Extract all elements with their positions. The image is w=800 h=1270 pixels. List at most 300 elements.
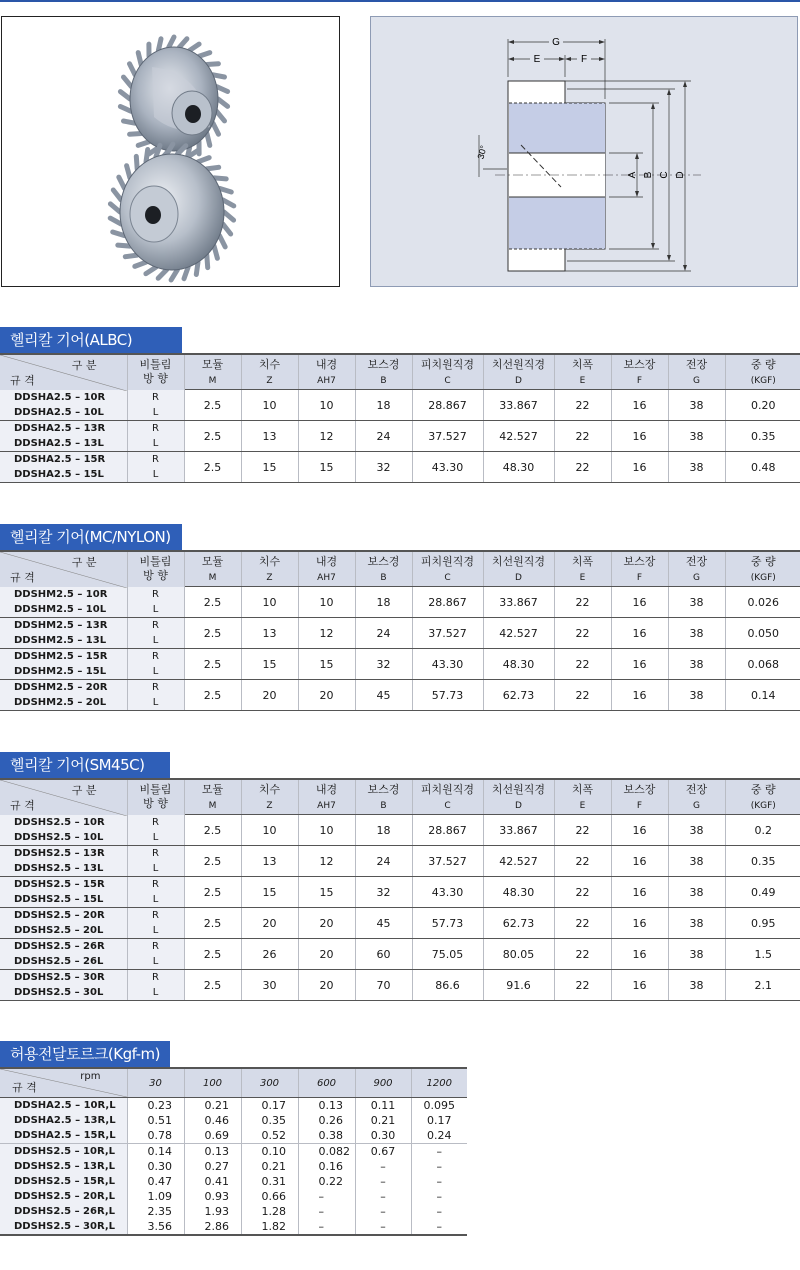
dir-r: R — [152, 423, 159, 434]
torque-value: 0.21 — [204, 1099, 229, 1112]
value-cell: 28.867 — [412, 390, 483, 421]
value-cell: 38 — [668, 680, 725, 711]
model-l: DDSHS2.5 – 13L — [14, 863, 104, 874]
value-cell: 22 — [554, 618, 611, 649]
column-header: 중 량 — [725, 551, 800, 569]
value-cell: 48.30 — [483, 877, 554, 908]
column-header: 중 량 — [725, 779, 800, 797]
value-cell: 24 — [355, 846, 412, 877]
value-cell: 20 — [298, 908, 355, 939]
model-r: DDSHS2.5 – 20R — [14, 910, 105, 921]
value-cell: 2.5 — [184, 970, 241, 1001]
column-code: AH7 — [298, 797, 355, 815]
value-cell: 37.527 — [412, 618, 483, 649]
column-header: 치수 — [241, 551, 298, 569]
torque-value: 0.66 — [261, 1190, 286, 1203]
value-cell: 24 — [355, 421, 412, 452]
dir-r: R — [152, 848, 159, 859]
value-cell: 22 — [554, 680, 611, 711]
model-r: DDSHM2.5 – 20R — [14, 682, 108, 693]
torque-value: – — [436, 1175, 442, 1188]
dimension-diagram — [370, 16, 798, 287]
value-cell: 22 — [554, 421, 611, 452]
dir-l: L — [152, 956, 159, 967]
value-cell: 18 — [355, 815, 412, 846]
dim-label-g: G — [552, 37, 560, 48]
section-title: 헬리칼 기어(SM45C) — [0, 752, 170, 778]
dir-r: R — [152, 941, 159, 952]
torque-value: 0.095 — [423, 1099, 455, 1112]
value-cell: 10 — [241, 587, 298, 618]
column-code: G — [668, 569, 725, 587]
gubun-label: 구 분 — [71, 359, 97, 372]
torque-value: 0.30 — [147, 1160, 172, 1173]
torque-value: 0.51 — [147, 1114, 172, 1127]
torque-values-cell — [298, 1098, 355, 1144]
direction-cell — [127, 452, 184, 483]
column-header: 치선원직경 — [483, 354, 554, 372]
value-cell: 18 — [355, 390, 412, 421]
model-l: DDSHM2.5 – 15L — [14, 666, 107, 677]
value-cell: 15 — [298, 649, 355, 680]
spec-table — [0, 778, 800, 1001]
torque-value: 0.16 — [318, 1160, 343, 1173]
column-code: (KGF) — [725, 797, 800, 815]
value-cell: 2.5 — [184, 618, 241, 649]
value-cell: 18 — [355, 587, 412, 618]
column-header: 보스경 — [355, 354, 412, 372]
table-row — [0, 877, 800, 908]
torque-model: DDSHA2.5 – 10R,L — [14, 1100, 116, 1111]
torque-value: 2.35 — [147, 1205, 172, 1218]
value-cell: 38 — [668, 970, 725, 1001]
torque-values-cell — [184, 1144, 241, 1236]
table-row — [0, 452, 800, 483]
value-cell: 16 — [611, 970, 668, 1001]
helix-angle-label: 30° — [475, 144, 489, 161]
value-cell: 45 — [355, 680, 412, 711]
value-cell: 37.527 — [412, 846, 483, 877]
dim-label-a: A — [627, 171, 638, 179]
rpm-header: 600 — [298, 1068, 355, 1098]
gear-section-drawing — [371, 17, 797, 286]
direction-header — [127, 551, 184, 587]
value-cell: 20 — [298, 970, 355, 1001]
torque-model: DDSHS2.5 – 30R,L — [14, 1221, 116, 1232]
column-header: 전장 — [668, 779, 725, 797]
torque-value: 0.35 — [261, 1114, 286, 1127]
column-code: B — [355, 372, 412, 390]
direction-label-2: 방 향 — [143, 372, 168, 386]
torque-value: 0.38 — [318, 1129, 343, 1142]
torque-value: 0.69 — [204, 1129, 229, 1142]
gyugyeok-label: 규 격 — [10, 570, 35, 584]
table-row — [0, 939, 800, 970]
column-header: 모듈 — [184, 551, 241, 569]
column-code: E — [554, 372, 611, 390]
torque-value: – — [380, 1175, 386, 1188]
torque-values-cell — [127, 1144, 184, 1236]
dim-label-d: D — [675, 171, 686, 179]
model-cell — [0, 970, 127, 1001]
header-row — [0, 779, 800, 797]
model-l: DDSHM2.5 – 20L — [14, 697, 107, 708]
model-cell — [0, 815, 127, 846]
column-code: F — [611, 372, 668, 390]
dir-r: R — [152, 620, 159, 631]
model-r: DDSHS2.5 – 13R — [14, 848, 105, 859]
torque-value: 0.27 — [204, 1160, 229, 1173]
direction-header — [127, 354, 184, 390]
torque-values-cell — [355, 1144, 411, 1236]
direction-cell — [127, 939, 184, 970]
direction-cell — [127, 815, 184, 846]
column-code: M — [184, 569, 241, 587]
dir-r: R — [152, 454, 159, 465]
column-code: Z — [241, 372, 298, 390]
value-cell: 38 — [668, 618, 725, 649]
direction-cell — [127, 649, 184, 680]
torque-models-cell — [0, 1144, 127, 1236]
table-row — [0, 618, 800, 649]
value-cell: 16 — [611, 680, 668, 711]
torque-models-cell — [0, 1098, 127, 1144]
dim-label-f: F — [580, 54, 588, 65]
torque-value: 0.46 — [204, 1114, 229, 1127]
table-row — [0, 649, 800, 680]
value-cell: 38 — [668, 815, 725, 846]
value-cell: 10 — [298, 390, 355, 421]
table-row — [0, 587, 800, 618]
value-cell: 10 — [298, 587, 355, 618]
value-cell: 38 — [668, 908, 725, 939]
torque-model: DDSHS2.5 – 26R,L — [14, 1206, 116, 1217]
dir-l: L — [152, 863, 159, 874]
column-code: C — [412, 372, 483, 390]
value-cell: 16 — [611, 618, 668, 649]
rpm-header: 1200 — [411, 1068, 467, 1098]
value-cell: 16 — [611, 815, 668, 846]
torque-value: – — [380, 1190, 386, 1203]
value-cell: 42.527 — [483, 846, 554, 877]
column-header: 모듈 — [184, 779, 241, 797]
torque-value: 0.30 — [370, 1129, 396, 1142]
dir-l: L — [152, 438, 159, 449]
model-r: DDSHM2.5 – 10R — [14, 588, 108, 600]
value-cell: 15 — [241, 877, 298, 908]
section-title: 헬리칼 기어(MC/NYLON) — [0, 524, 182, 550]
torque-value: – — [436, 1145, 442, 1158]
value-cell: 2.5 — [184, 846, 241, 877]
dir-r: R — [152, 391, 159, 403]
direction-cell — [127, 421, 184, 452]
direction-cell — [127, 390, 184, 421]
value-cell: 33.867 — [483, 815, 554, 846]
column-header: 보스장 — [611, 779, 668, 797]
direction-cell — [127, 680, 184, 711]
torque-value: 2.86 — [204, 1220, 229, 1233]
value-cell: 0.068 — [725, 649, 800, 680]
value-cell: 33.867 — [483, 587, 554, 618]
value-cell: 16 — [611, 421, 668, 452]
value-cell: 2.5 — [184, 587, 241, 618]
torque-model: DDSHS2.5 – 13R,L — [14, 1161, 116, 1172]
value-cell: 15 — [241, 649, 298, 680]
column-header: 전장 — [668, 354, 725, 372]
value-cell: 2.5 — [184, 421, 241, 452]
value-cell: 20 — [298, 939, 355, 970]
value-cell: 0.14 — [725, 680, 800, 711]
value-cell: 13 — [241, 846, 298, 877]
torque-value: 0.67 — [370, 1145, 396, 1158]
column-code: F — [611, 569, 668, 587]
column-code: E — [554, 569, 611, 587]
value-cell: 32 — [355, 877, 412, 908]
value-cell: 75.05 — [412, 939, 483, 970]
value-cell: 13 — [241, 618, 298, 649]
column-header: 보스장 — [611, 551, 668, 569]
model-r: DDSHM2.5 – 13R — [14, 620, 108, 631]
header-row — [0, 354, 800, 372]
value-cell: 2.5 — [184, 815, 241, 846]
torque-value: 1.82 — [261, 1220, 286, 1233]
model-cell — [0, 877, 127, 908]
value-cell: 16 — [611, 908, 668, 939]
value-cell: 22 — [554, 815, 611, 846]
corner-cell — [0, 551, 127, 587]
value-cell: 20 — [241, 908, 298, 939]
value-cell: 16 — [611, 939, 668, 970]
dir-l: L — [152, 603, 159, 615]
model-r: DDSHA2.5 – 13R — [14, 423, 106, 434]
torque-value: 0.24 — [427, 1129, 452, 1142]
value-cell: 2.5 — [184, 452, 241, 483]
value-cell: 16 — [611, 587, 668, 618]
torque-model: DDSHA2.5 – 15R,L — [14, 1130, 116, 1141]
table-row — [0, 390, 800, 421]
torque-values-cell — [241, 1098, 298, 1144]
model-cell — [0, 587, 127, 618]
value-cell: 0.35 — [725, 421, 800, 452]
column-header: 내경 — [298, 551, 355, 569]
torque-value: 0.93 — [204, 1190, 229, 1203]
value-cell: 15 — [241, 452, 298, 483]
value-cell: 37.527 — [412, 421, 483, 452]
column-header: 내경 — [298, 779, 355, 797]
value-cell: 48.30 — [483, 452, 554, 483]
corner-cell — [0, 354, 127, 390]
value-cell: 38 — [668, 877, 725, 908]
value-cell: 43.30 — [412, 877, 483, 908]
direction-header — [127, 779, 184, 815]
torque-value: 0.082 — [318, 1145, 350, 1158]
column-header: 치수 — [241, 779, 298, 797]
torque-values-cell — [411, 1144, 467, 1236]
value-cell: 0.026 — [725, 587, 800, 618]
torque-values-cell — [241, 1144, 298, 1236]
torque-value: 0.52 — [261, 1129, 286, 1142]
value-cell: 22 — [554, 452, 611, 483]
column-code: Z — [241, 797, 298, 815]
value-cell: 30 — [241, 970, 298, 1001]
model-cell — [0, 680, 127, 711]
column-header: 치폭 — [554, 551, 611, 569]
torque-value: 3.56 — [147, 1220, 172, 1233]
column-code: E — [554, 797, 611, 815]
value-cell: 57.73 — [412, 908, 483, 939]
direction-label-1: 비틀림 — [139, 358, 172, 372]
model-cell — [0, 618, 127, 649]
value-cell: 22 — [554, 649, 611, 680]
torque-value: – — [436, 1220, 442, 1233]
dir-r: R — [152, 816, 159, 828]
direction-label-1: 비틀림 — [139, 555, 172, 569]
model-l: DDSHS2.5 – 15L — [14, 894, 104, 905]
column-header: 보스경 — [355, 551, 412, 569]
value-cell: 60 — [355, 939, 412, 970]
dir-r: R — [152, 972, 159, 983]
torque-group-albc — [0, 1098, 467, 1144]
column-code: M — [184, 797, 241, 815]
value-cell: 16 — [611, 649, 668, 680]
dir-r: R — [152, 879, 159, 890]
column-header: 치폭 — [554, 354, 611, 372]
column-code: D — [483, 569, 554, 587]
model-cell — [0, 846, 127, 877]
model-r: DDSHS2.5 – 15R — [14, 879, 105, 890]
torque-model: DDSHS2.5 – 20R,L — [14, 1191, 116, 1202]
column-header: 보스장 — [611, 354, 668, 372]
column-code: C — [412, 569, 483, 587]
column-code: F — [611, 797, 668, 815]
column-header: 치선원직경 — [483, 779, 554, 797]
torque-value: – — [318, 1190, 324, 1203]
rpm-header: 900 — [355, 1068, 411, 1098]
torque-value: – — [436, 1160, 442, 1173]
value-cell: 0.49 — [725, 877, 800, 908]
torque-values-cell — [127, 1098, 184, 1144]
column-code: (KGF) — [725, 569, 800, 587]
model-l: DDSHS2.5 – 10L — [14, 831, 104, 843]
value-cell: 26 — [241, 939, 298, 970]
column-header: 치수 — [241, 354, 298, 372]
torque-values-cell — [298, 1144, 355, 1236]
torque-value: 0.22 — [318, 1175, 343, 1188]
model-l: DDSHS2.5 – 26L — [14, 956, 104, 967]
model-l: DDSHS2.5 – 30L — [14, 987, 104, 998]
value-cell: 28.867 — [412, 587, 483, 618]
model-cell — [0, 390, 127, 421]
value-cell: 38 — [668, 939, 725, 970]
dir-r: R — [152, 910, 159, 921]
torque-value: – — [380, 1160, 386, 1173]
top-accent-line — [0, 0, 800, 2]
model-cell — [0, 649, 127, 680]
column-code: B — [355, 797, 412, 815]
torque-value: 0.11 — [370, 1099, 396, 1112]
value-cell: 62.73 — [483, 680, 554, 711]
value-cell: 32 — [355, 452, 412, 483]
dir-l: L — [152, 469, 159, 480]
dir-l: L — [152, 406, 159, 418]
model-l: DDSHA2.5 – 10L — [14, 406, 104, 418]
column-header: 치폭 — [554, 779, 611, 797]
value-cell: 20 — [241, 680, 298, 711]
value-cell: 38 — [668, 421, 725, 452]
torque-value: – — [380, 1220, 386, 1233]
direction-label-2: 방 향 — [143, 797, 168, 811]
dim-label-c: C — [659, 171, 670, 179]
value-cell: 86.6 — [412, 970, 483, 1001]
value-cell: 2.5 — [184, 680, 241, 711]
value-cell: 13 — [241, 421, 298, 452]
column-code: (KGF) — [725, 372, 800, 390]
value-cell: 22 — [554, 939, 611, 970]
value-cell: 24 — [355, 618, 412, 649]
value-cell: 38 — [668, 846, 725, 877]
rpm-label: rpm — [80, 1071, 101, 1082]
torque-value: 0.26 — [318, 1114, 343, 1127]
torque-model: DDSHA2.5 – 13R,L — [14, 1115, 116, 1126]
torque-value: 0.23 — [147, 1099, 172, 1112]
model-r: DDSHA2.5 – 15R — [14, 454, 106, 465]
column-header: 중 량 — [725, 354, 800, 372]
corner-cell — [0, 779, 127, 815]
value-cell: 20 — [298, 680, 355, 711]
column-header: 전장 — [668, 551, 725, 569]
value-cell: 57.73 — [412, 680, 483, 711]
value-cell: 45 — [355, 908, 412, 939]
table-row — [0, 846, 800, 877]
value-cell: 2.5 — [184, 877, 241, 908]
value-cell: 32 — [355, 649, 412, 680]
value-cell: 91.6 — [483, 970, 554, 1001]
value-cell: 70 — [355, 970, 412, 1001]
model-r: DDSHA2.5 – 10R — [14, 391, 106, 403]
section-title: 헬리칼 기어(ALBC) — [0, 327, 182, 353]
rpm-header: 100 — [184, 1068, 241, 1098]
value-cell: 22 — [554, 908, 611, 939]
value-cell: 10 — [241, 390, 298, 421]
torque-value: 1.28 — [261, 1205, 286, 1218]
column-header: 피치원직경 — [412, 354, 483, 372]
dir-l: L — [152, 987, 159, 998]
value-cell: 22 — [554, 390, 611, 421]
column-code: G — [668, 372, 725, 390]
table-row — [0, 680, 800, 711]
torque-value: 1.93 — [204, 1205, 229, 1218]
torque-values-cell — [355, 1098, 411, 1144]
gubun-label: 구 분 — [71, 784, 97, 797]
torque-value: 0.14 — [147, 1145, 172, 1158]
value-cell: 48.30 — [483, 649, 554, 680]
torque-corner-cell — [0, 1068, 127, 1098]
gyugyeok-label: 규 격 — [10, 373, 35, 387]
model-r: DDSHM2.5 – 15R — [14, 651, 108, 662]
spec-table — [0, 550, 800, 711]
torque-value: 0.21 — [370, 1114, 396, 1127]
torque-value: 0.31 — [261, 1175, 286, 1188]
column-code: C — [412, 797, 483, 815]
dir-l: L — [152, 925, 159, 936]
dir-l: L — [152, 666, 159, 677]
value-cell: 28.867 — [412, 815, 483, 846]
rpm-header: 300 — [241, 1068, 298, 1098]
column-code: AH7 — [298, 569, 355, 587]
torque-value: – — [380, 1205, 386, 1218]
model-l: DDSHM2.5 – 13L — [14, 635, 107, 646]
column-code: G — [668, 797, 725, 815]
